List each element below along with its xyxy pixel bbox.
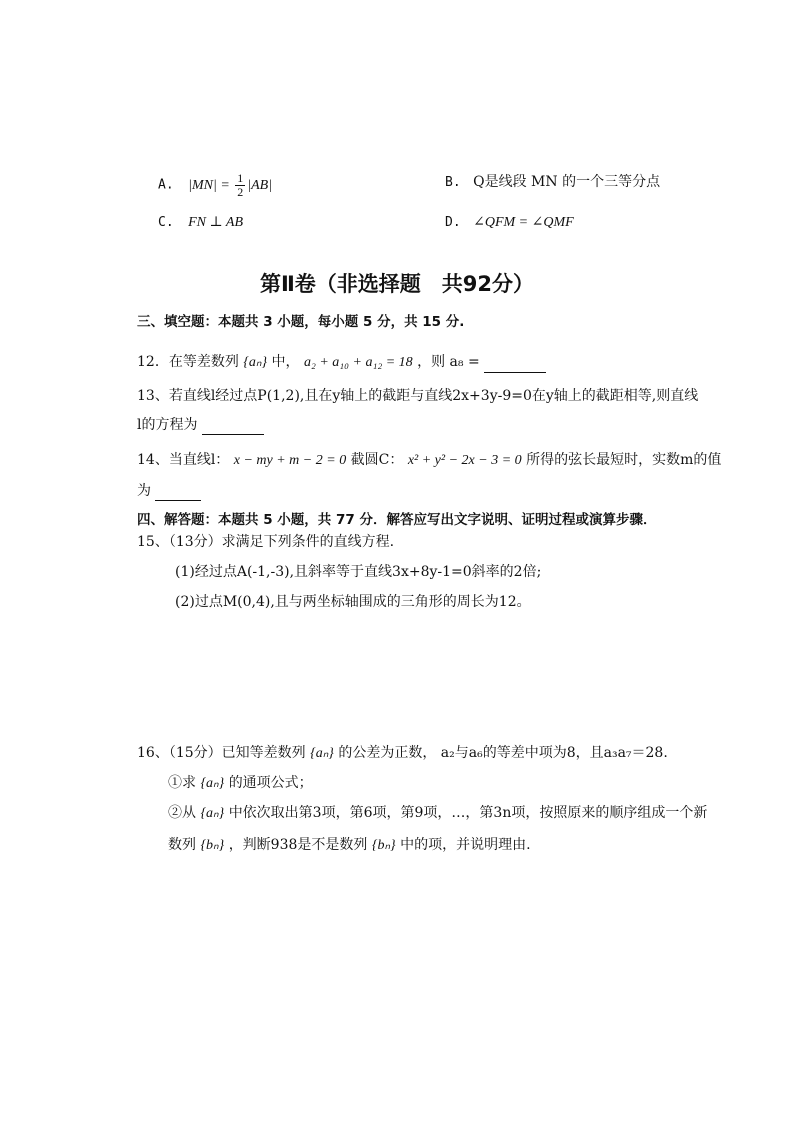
question-16-part1 [168,773,313,794]
question-14-line2 [137,481,201,501]
q16-sequence-b-ref: {bₙ} [371,838,396,853]
q16-p2-b: 中依次取出第3项，第6项，第9项，…，第3n项，按照原来的顺序组成一个新 [228,805,708,821]
q16-p2-a: ②从 [168,805,196,821]
q16-stem-a: 16、（15分）已知等差数列 [137,745,306,761]
q14-text-a: 14、当直线l： [137,452,230,468]
q14-answer-blank [155,484,201,501]
question-15-stem: 15、（13分）求满足下列条件的直线方程. [137,534,395,550]
option-d-label: D. [445,215,461,230]
option-c [158,212,243,233]
part4-heading: 四、解答题：本题共 5 小题，共 77 分．解答应写出文字说明、证明过程或演算步骤． [137,512,657,528]
option-b [445,172,660,193]
q12-prefix: 12．在等差数列 [137,354,239,370]
q16-stem-c: a₂与a₆的等差中项为8，且a₃a₇＝28. [440,745,668,761]
option-a [158,172,272,199]
q12-equation: a₂ + a₁₀ + a₁₂ = 18 [303,355,413,370]
question-13-line2 [137,415,264,435]
q16-sequence-b: {bₙ} [200,838,225,853]
q16-p3-a: 数列 [168,837,196,853]
option-a-label: A. [158,177,174,193]
q13-line2-text: l的方程为 [137,417,198,433]
option-a-formula: |MN| = $\frac{1}{2}$ |AB| [188,171,273,199]
part3-heading: 三、填空题：本题共 3 小题，每小题 5 分，共 15 分. [137,314,465,330]
q14-text-b: 截圆C： [350,452,404,468]
q16-p3-c: 中的项，并说明理由. [400,837,531,853]
q16-p2-sequence: {aₙ} [200,806,225,821]
question-15-part1: (1)经过点A(-1,-3),且斜率等于直线3x+8y-1=0斜率的2倍; [175,564,542,580]
question-13-line1: 13、若直线l经过点P(1,2),且在y轴上的截距与直线2x+3y-9=0在y轴上的截距相等,则直线 [137,388,699,404]
q12-answer-blank [484,356,546,373]
q16-p1-sequence: {aₙ} [200,776,225,791]
q16-p1-b: 的通项公式； [228,775,313,791]
option-c-text: FN ⊥ AB [188,215,244,230]
q16-p1-a: ①求 [168,775,196,791]
q13-answer-blank [202,418,264,435]
q12-mid: 中， [271,354,300,370]
question-12 [137,352,546,373]
q16-sequence-a: {aₙ} [310,746,334,761]
question-14-line1 [137,450,794,471]
q14-circle-equation: x² + y² − 2x − 3 = 0 [407,453,522,468]
q14-text-c: 所得的弦长最短时，实数m的值 [526,452,722,468]
question-16-part2 [168,803,794,824]
q16-stem-b: 的公差为正数， [338,745,437,761]
q16-p3-b: ，判断938是不是数列 [228,837,368,853]
option-c-label: C. [158,215,174,230]
q14-line2-text: 为 [137,483,151,499]
option-d-text: ∠QFM = ∠QMF [473,215,574,230]
option-b-text: Q是线段 MN 的一个三等分点 [473,174,661,190]
option-b-label: B. [445,175,461,190]
section-title: 第Ⅱ卷（非选择题 共92分） [259,272,535,296]
question-16-part2-cont [168,835,531,856]
option-d [445,212,574,233]
q12-sequence: {aₙ} [243,355,268,370]
question-16-stem [137,743,668,764]
q12-then: ，则 a₈ = [417,354,480,370]
question-15-part2: (2)过点M(0,4),且与两坐标轴围成的三角形的周长为12。 [175,594,531,610]
q14-line-equation: x − my + m − 2 = 0 [233,453,347,468]
